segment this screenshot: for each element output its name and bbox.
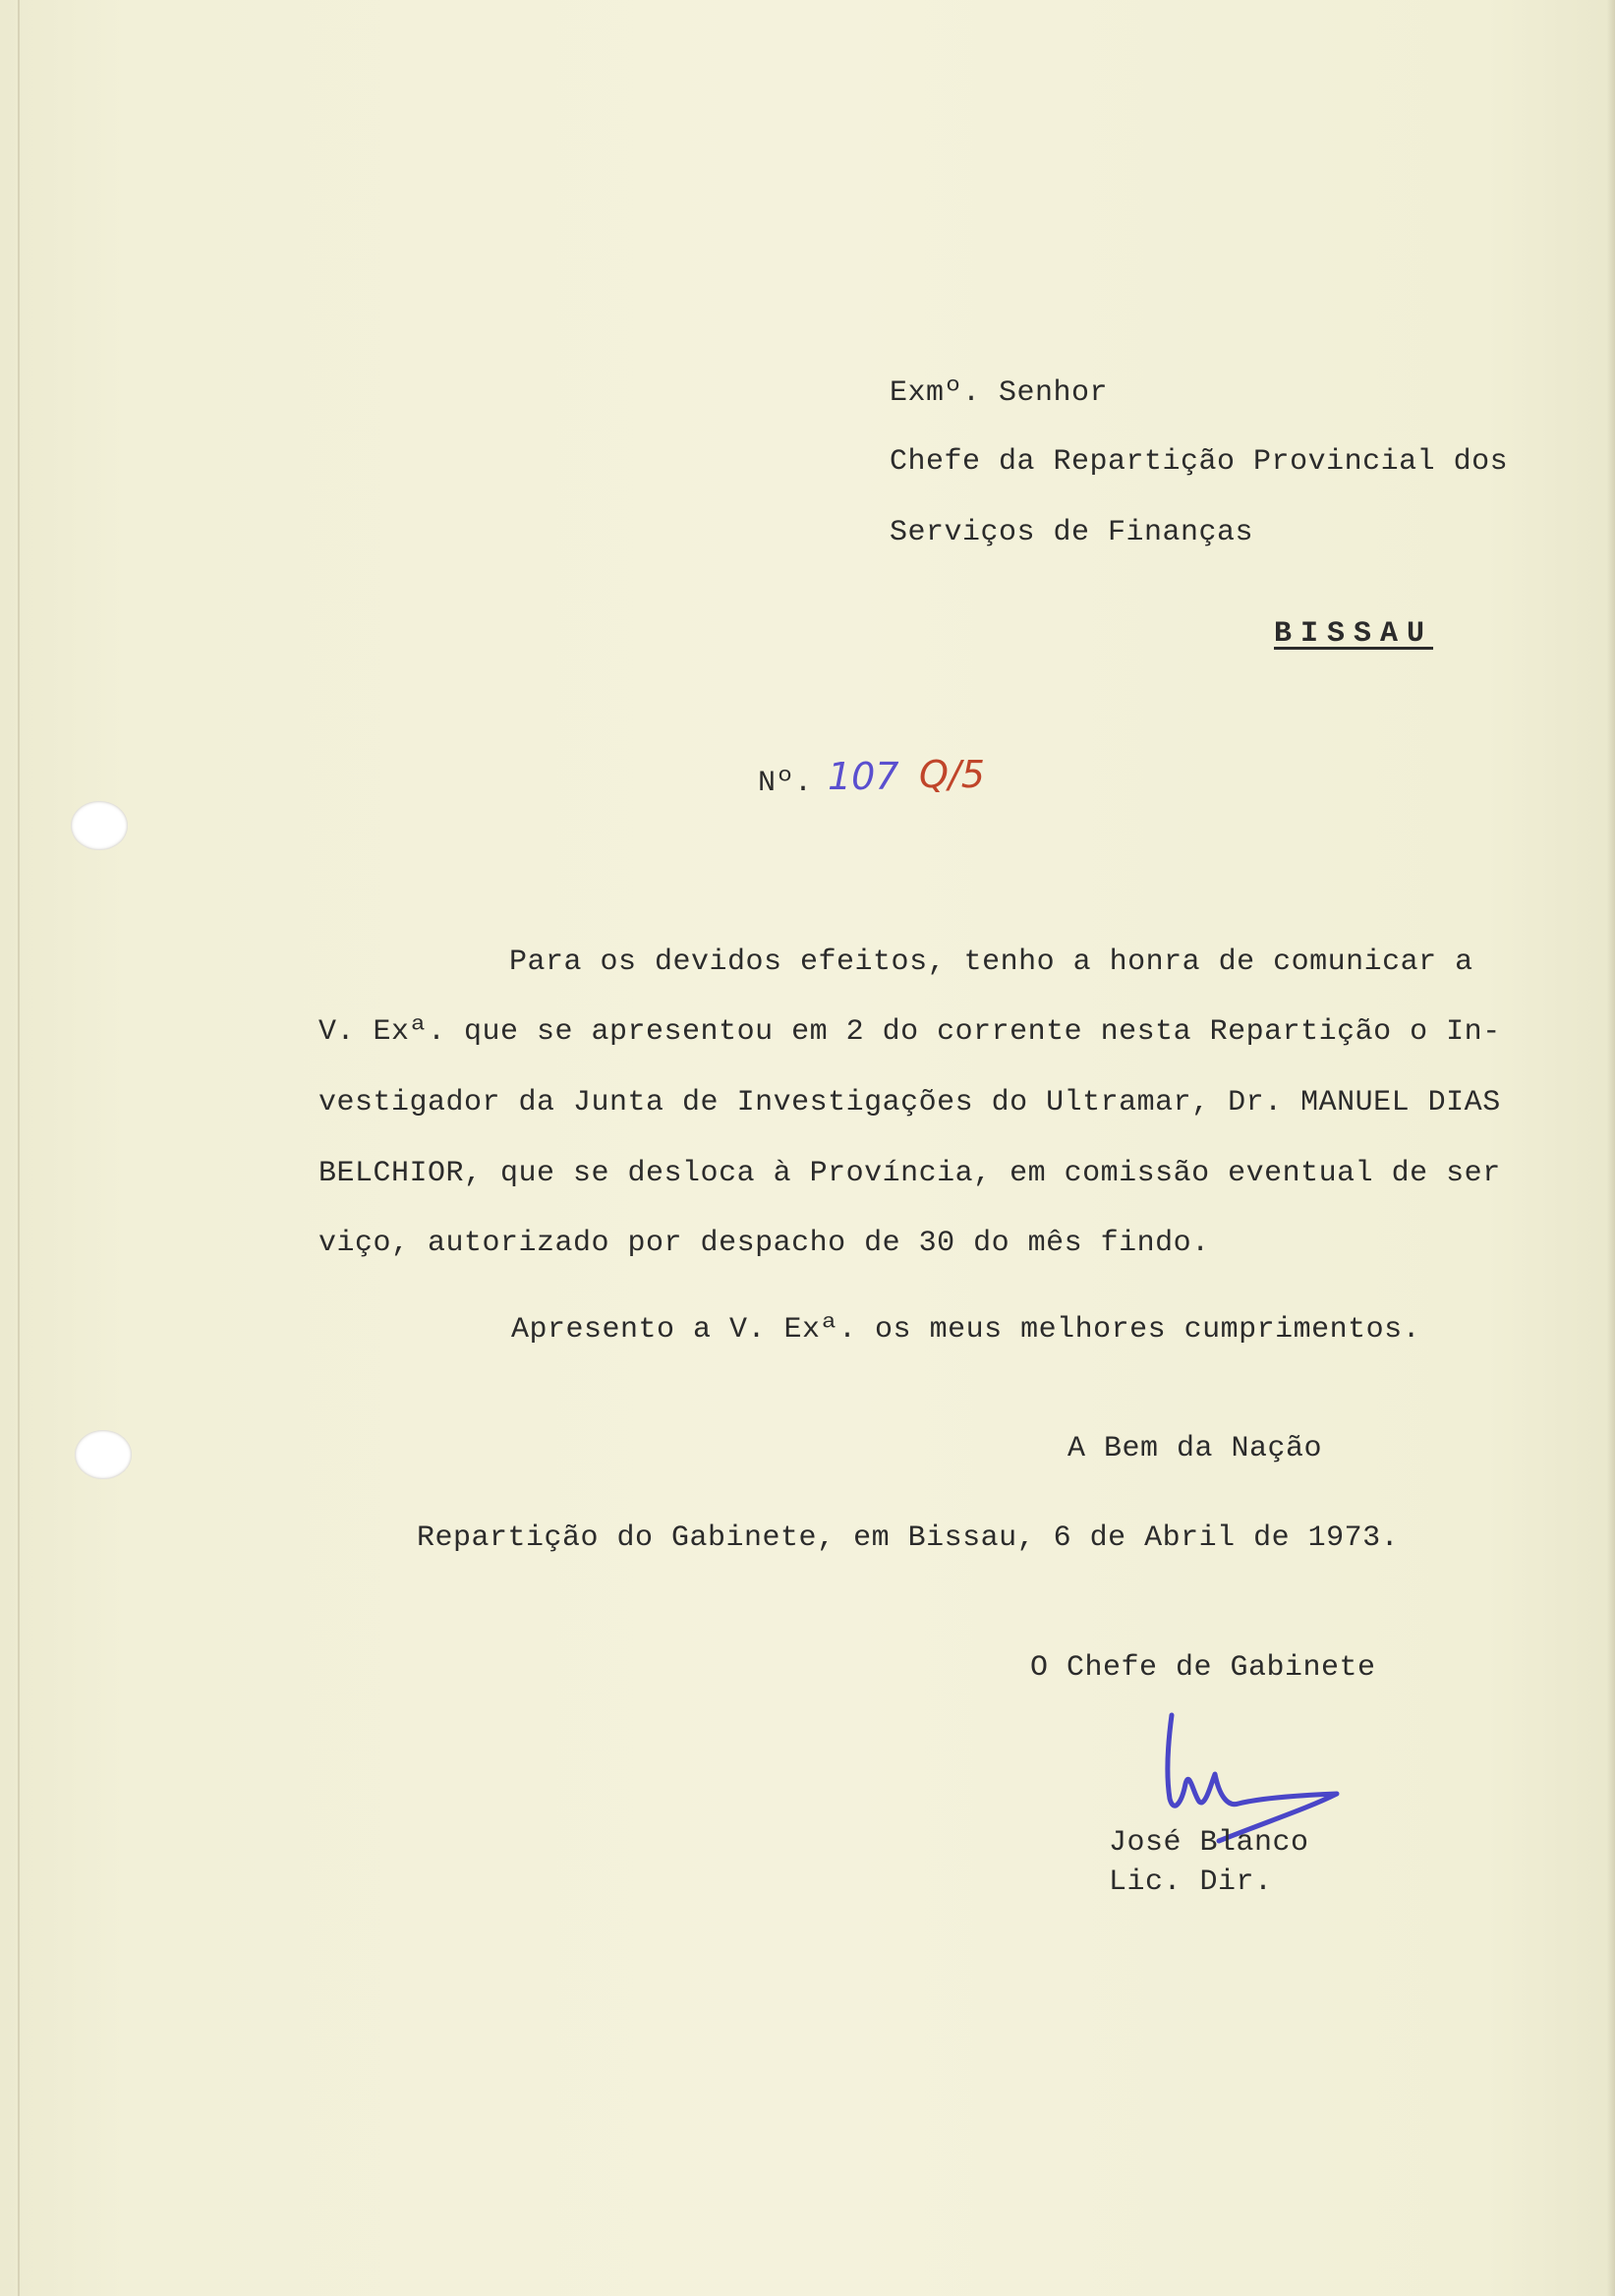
recipient-salutation: Exmº. Senhor [890,376,1109,410]
closing-motto: A Bem da Nação [1067,1432,1323,1465]
recipient-city: BISSAU [1274,617,1434,651]
page-edge-shadow [1607,0,1615,2296]
body-line-2: V. Exª. que se apresentou em 2 do corrente nesta Repartição o In- [318,1015,1501,1049]
reference-number-handwritten: 107 [828,755,899,798]
body-line-1: Para os devidos efeitos, tenho a honra de comunicar a [509,946,1473,979]
reference-label: Nº. [758,767,813,800]
closing-place-date: Repartição do Gabinete, em Bissau, 6 de Abril de 1973. [417,1521,1400,1555]
reference-suffix-handwritten: Q/5 [919,753,985,796]
punch-hole-top [71,801,128,850]
closing-role: O Chefe de Gabinete [1030,1651,1376,1685]
signatory-name: José Blanco [1109,1826,1309,1860]
recipient-line-2: Serviços de Finanças [890,516,1254,549]
signatory-title: Lic. Dir. [1109,1866,1273,1899]
punch-hole-bottom [75,1430,132,1479]
page-edge-line [18,0,20,2296]
body-line-6: Apresento a V. Exª. os meus melhores cumprimentos. [511,1313,1421,1347]
body-line-4: BELCHIOR, que se desloca à Província, em comissão eventual de ser [318,1157,1501,1190]
body-line-3: vestigador da Junta de Investigações do Ultramar, Dr. MANUEL DIAS [318,1086,1501,1119]
recipient-line-1: Chefe da Repartição Provincial dos [890,445,1509,479]
body-line-5: viço, autorizado por despacho de 30 do mês findo. [318,1227,1210,1260]
